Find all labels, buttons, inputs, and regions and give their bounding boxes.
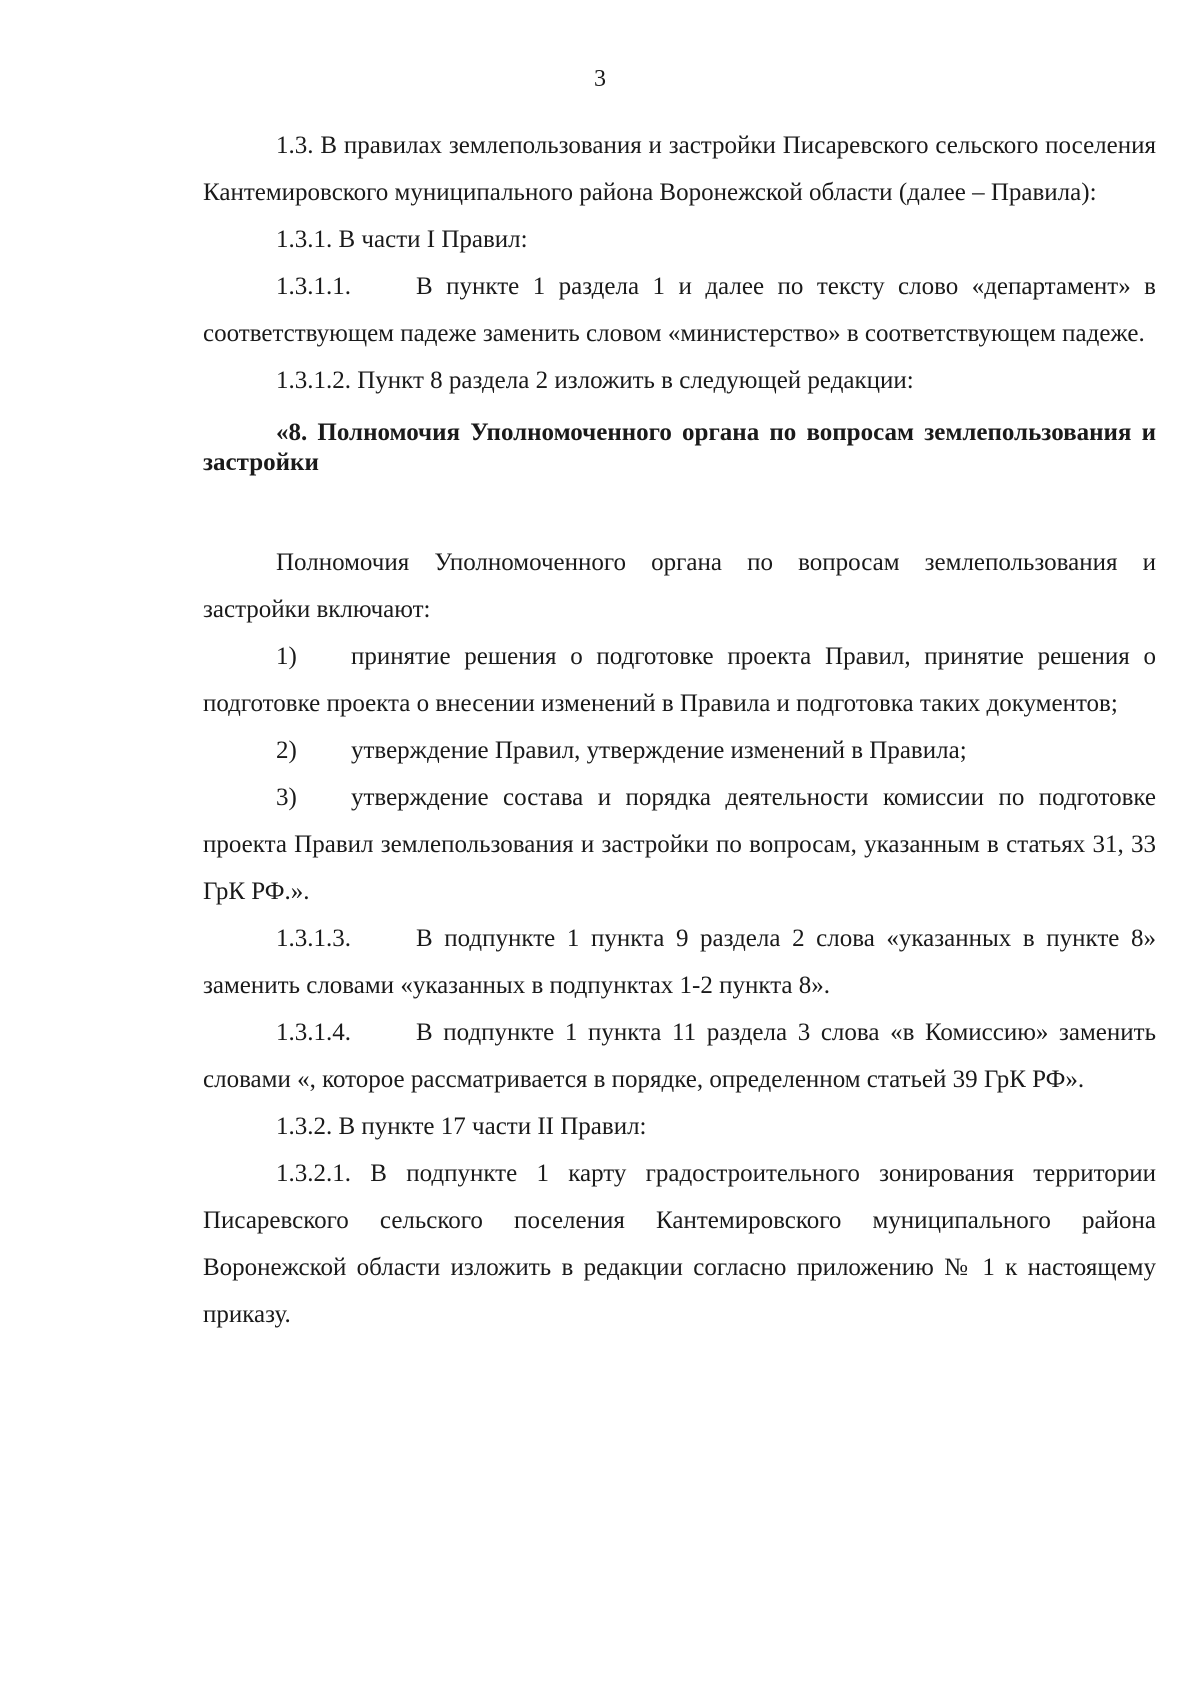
list-number: 1) bbox=[276, 643, 297, 670]
paragraph-1-3: 1.3. В правилах землепользования и застройки Писаревского сельского поселения Кантемировского муниципального района Воронежской области (далее – Правила): bbox=[203, 132, 1156, 206]
spacer bbox=[203, 478, 1156, 539]
page-number: 3 bbox=[594, 66, 606, 92]
intro-paragraph: Полномочия Уполномоченного органа по вопросам землепользования и застройки включают: bbox=[203, 549, 1156, 623]
paragraph-text: В пункте 1 раздела 1 и далее по тексту слово «департамент» в соответствующем падеже заменить словом «министерство» в соответствующем падеже. bbox=[203, 273, 1156, 347]
paragraph-text: В подпункте 1 пункта 9 раздела 2 слова «указанных в пункте 8» заменить словами «указанных в подпунктах 1-2 пункта 8». bbox=[203, 925, 1156, 999]
list-text: принятие решения о подготовке проекта Правил, принятие решения о подготовке проекта о внесении изменений в Правила и подготовка таких документов; bbox=[203, 643, 1156, 717]
paragraph-1-3-1-4 bbox=[203, 1009, 1156, 1103]
paragraph-1-3-1-1 bbox=[203, 263, 1156, 357]
paragraph-number: 1.3.1.4. bbox=[276, 1019, 351, 1046]
document-body bbox=[203, 122, 1156, 1338]
paragraph-text: В подпункте 1 пункта 11 раздела 3 слова «в Комиссию» заменить словами «, которое рассматривается в порядке, определенном статьей 39 ГрК РФ». bbox=[203, 1019, 1156, 1093]
list-text: утверждение состава и порядка деятельности комиссии по подготовке проекта Правил землепользования и застройки по вопросам, указанным в статьях 31, 33 ГрК РФ.». bbox=[203, 784, 1156, 905]
paragraph-1-3-1: 1.3.1. В части I Правил: bbox=[276, 226, 528, 253]
list-number: 3) bbox=[276, 784, 297, 811]
section-heading-8: «8. Полномочия Уполномоченного органа по вопросам землепользования и застройки bbox=[203, 419, 1156, 476]
list-item-1 bbox=[203, 633, 1156, 727]
paragraph-1-3-1-2: 1.3.1.2. Пункт 8 раздела 2 изложить в следующей редакции: bbox=[276, 367, 914, 394]
list-item-2 bbox=[203, 727, 1156, 774]
list-number: 2) bbox=[276, 737, 297, 764]
paragraph-1-3-2: 1.3.2. В пункте 17 части II Правил: bbox=[276, 1113, 647, 1140]
list-text: утверждение Правил, утверждение изменений в Правила; bbox=[351, 737, 967, 764]
paragraph-1-3-2-1: 1.3.2.1. В подпункте 1 карту градостроительного зонирования территории Писаревского сельского поселения Кантемировского муниципального района Воронежской области изложить в редакции согласно приложению № 1 к настоящему приказу. bbox=[203, 1160, 1156, 1328]
paragraph-number: 1.3.1.3. bbox=[276, 925, 351, 952]
list-item-3 bbox=[203, 774, 1156, 915]
paragraph-1-3-1-3 bbox=[203, 915, 1156, 1009]
paragraph-number: 1.3.1.1. bbox=[276, 273, 351, 300]
